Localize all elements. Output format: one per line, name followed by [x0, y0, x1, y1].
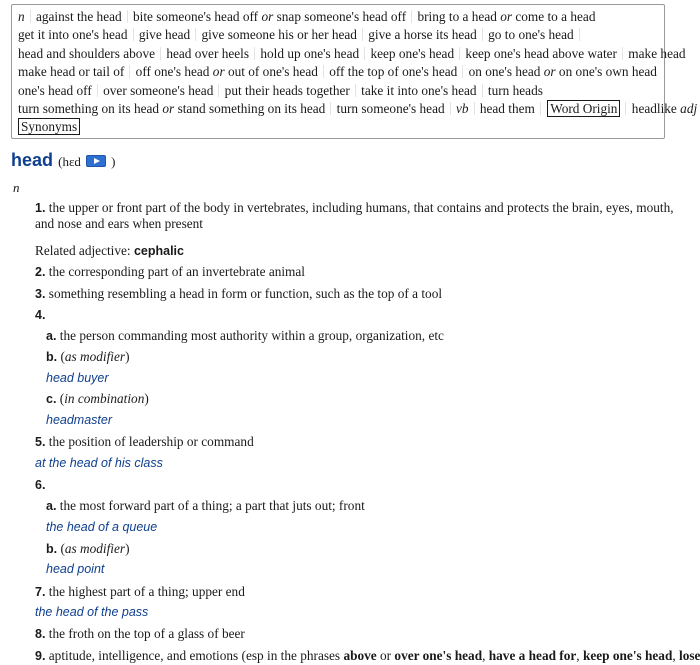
headword-row [11, 150, 115, 171]
sense-text: the person commanding most authority within a group, organization, etc [59, 328, 444, 343]
example-phrase: headmaster [46, 413, 113, 427]
idiom-link[interactable]: go to one's head [488, 27, 581, 42]
sense-6a [46, 497, 365, 515]
example-phrase: at the head of his class [35, 456, 163, 470]
derived-word-text: headlike [631, 101, 677, 117]
idiom-link[interactable]: give someone his or her head [201, 27, 364, 42]
derived-word-link[interactable] [632, 101, 697, 116]
sense-number: 5. [35, 435, 46, 449]
subsense-letter: a. [46, 329, 57, 343]
or-text: or [543, 64, 556, 80]
subsense-letter: c. [46, 392, 57, 406]
word-origin-link[interactable] [546, 101, 628, 116]
subsense-letter: b. [46, 542, 58, 556]
example-phrase: the head of a queue [46, 520, 158, 534]
idiom-link[interactable] [136, 64, 326, 79]
sense-text: the most forward part of a thing; a part that juts out; front [59, 498, 365, 513]
sense-text: the corresponding part of an invertebrate animal [48, 264, 305, 279]
idiom-link[interactable]: head them [480, 101, 543, 116]
idiom-link[interactable]: take it into one's head [361, 83, 484, 98]
link-row [18, 82, 658, 100]
sense-2 [35, 263, 305, 281]
sense-8 [35, 625, 245, 643]
link-row [18, 45, 686, 63]
sense-number: 4. [35, 308, 46, 322]
phrase-link[interactable]: lose [679, 648, 700, 663]
sense-4c [46, 390, 149, 408]
phrase-link[interactable]: over one's head [394, 648, 483, 663]
idiom-link[interactable]: over someone's head [103, 83, 221, 98]
idiom-link[interactable]: put their heads together [225, 83, 358, 98]
idiom-link[interactable]: one's head off [18, 83, 100, 98]
pronunciation-close: ) [111, 154, 116, 169]
sense-text: the highest part of a thing; upper end [48, 584, 245, 599]
idiom-text: bite someone's head off [132, 9, 259, 24]
separator: , [482, 648, 486, 663]
idiom-link[interactable]: get it into one's head [18, 27, 136, 42]
sense-text: the froth on the top of a glass of beer [48, 626, 245, 641]
phrase-link[interactable]: above [343, 648, 377, 663]
related-word-link[interactable]: cephalic [133, 244, 184, 258]
or-text: or [212, 64, 225, 80]
synonyms-link[interactable] [18, 118, 80, 135]
idiom-text: come to a head [515, 9, 596, 24]
subsense-letter: b. [46, 350, 58, 364]
idiom-link[interactable]: make head or tail of [18, 64, 132, 79]
idiom-text: bring to a head [417, 9, 497, 24]
example-phrase: the head of the pass [35, 605, 149, 619]
sense-text: the upper or front part of the body in vertebrates, including humans, that contains and protects the brain, eyes, mouth, [48, 200, 674, 215]
idiom-text: stand something on its head [177, 101, 326, 117]
sense-text: and nose and ears when present [35, 216, 203, 231]
paren-open: ( [60, 541, 65, 556]
idiom-text: turn something on its head [18, 101, 160, 117]
idiom-text: on one's own head [558, 64, 657, 80]
idiom-text: off one's head [135, 64, 210, 80]
sense-6 [35, 476, 45, 494]
sense-number: 3. [35, 287, 46, 301]
sense-text: the position of leadership or command [48, 434, 254, 449]
sense-1-continued [35, 215, 203, 232]
sense-number: 9. [35, 649, 46, 663]
usage-label: as modifier [64, 541, 126, 556]
idiom-link[interactable] [133, 9, 414, 24]
speaker-play-icon[interactable] [86, 155, 106, 167]
pos-tag-link[interactable]: n [18, 9, 33, 24]
idioms-link-box [11, 4, 698, 139]
idiom-link[interactable] [18, 101, 333, 116]
or-text: or [162, 101, 175, 117]
part-of-speech: n [13, 180, 20, 195]
pos-tag-link[interactable]: vb [456, 101, 477, 116]
sense-number: 2. [35, 265, 46, 279]
idiom-link[interactable]: make head [628, 45, 686, 61]
phrase-link[interactable]: have a head for [488, 648, 577, 663]
or-text: or [261, 9, 274, 24]
idiom-link[interactable]: turn heads [487, 82, 543, 98]
link-row [18, 100, 698, 118]
separator: , [576, 648, 580, 663]
idiom-link[interactable]: turn someone's head [337, 101, 453, 116]
idiom-text: out of one's head [227, 64, 318, 80]
sense-7 [35, 583, 245, 601]
idiom-link[interactable]: give a horse its head [368, 27, 485, 42]
paren-close: ) [144, 391, 149, 406]
idiom-link[interactable]: head and shoulders above [18, 46, 163, 61]
sense-4b [46, 348, 130, 366]
sense-text: something resembling a head in form or function, such as the top of a tool [48, 286, 443, 301]
idiom-link[interactable] [417, 9, 595, 24]
idiom-link[interactable]: against the head [36, 9, 130, 24]
or-text: or [380, 648, 392, 663]
sense-4 [35, 306, 45, 324]
link-row [18, 8, 658, 26]
idiom-link[interactable]: keep one's head above water [465, 46, 625, 61]
word-origin-label: Word Origin [547, 100, 620, 117]
sense-4a [46, 327, 444, 345]
example-phrase: head point [46, 562, 105, 576]
related-label: Related adjective: [35, 243, 131, 258]
sense-5 [35, 433, 254, 451]
idiom-link[interactable]: keep one's head [370, 46, 462, 61]
usage-label: as modifier [64, 349, 126, 364]
link-row [18, 63, 658, 81]
paren-close: ) [125, 541, 130, 556]
idiom-link[interactable]: hold up one's head [260, 46, 367, 61]
sense-9 [35, 647, 700, 665]
paren-close: ) [125, 349, 130, 364]
idiom-link[interactable]: head over heels [166, 46, 257, 61]
pronunciation-open: (hɛd [58, 154, 81, 169]
sense-3 [35, 285, 442, 303]
synonyms-label: Synonyms [18, 118, 80, 135]
paren-open: ( [59, 391, 65, 406]
or-text: or [500, 9, 513, 24]
sense-number: 8. [35, 627, 46, 641]
usage-label: in combination [64, 391, 145, 406]
paren-open: ( [60, 349, 65, 364]
subsense-letter: a. [46, 499, 57, 513]
sense-number: 7. [35, 585, 46, 599]
link-row [18, 118, 658, 136]
sense-text: aptitude, intelligence, and emotions (esp in the phrases [48, 648, 341, 663]
separator: , [672, 648, 676, 663]
idiom-link[interactable]: give head [139, 27, 198, 42]
sense-number: 1. [35, 201, 46, 215]
phrase-link[interactable]: keep one's head [582, 648, 673, 663]
headword: head [11, 150, 54, 170]
sense-6b [46, 540, 130, 558]
idiom-link[interactable]: off the top of one's head [329, 64, 465, 79]
idiom-text: on one's head [468, 64, 541, 80]
pos-tag: adj [680, 101, 698, 117]
example-phrase: head buyer [46, 371, 109, 385]
related-adjective [35, 242, 184, 260]
sense-number: 6. [35, 478, 46, 492]
idiom-text: snap someone's head off [276, 9, 407, 24]
link-row [18, 26, 658, 44]
idiom-link[interactable] [469, 64, 657, 79]
